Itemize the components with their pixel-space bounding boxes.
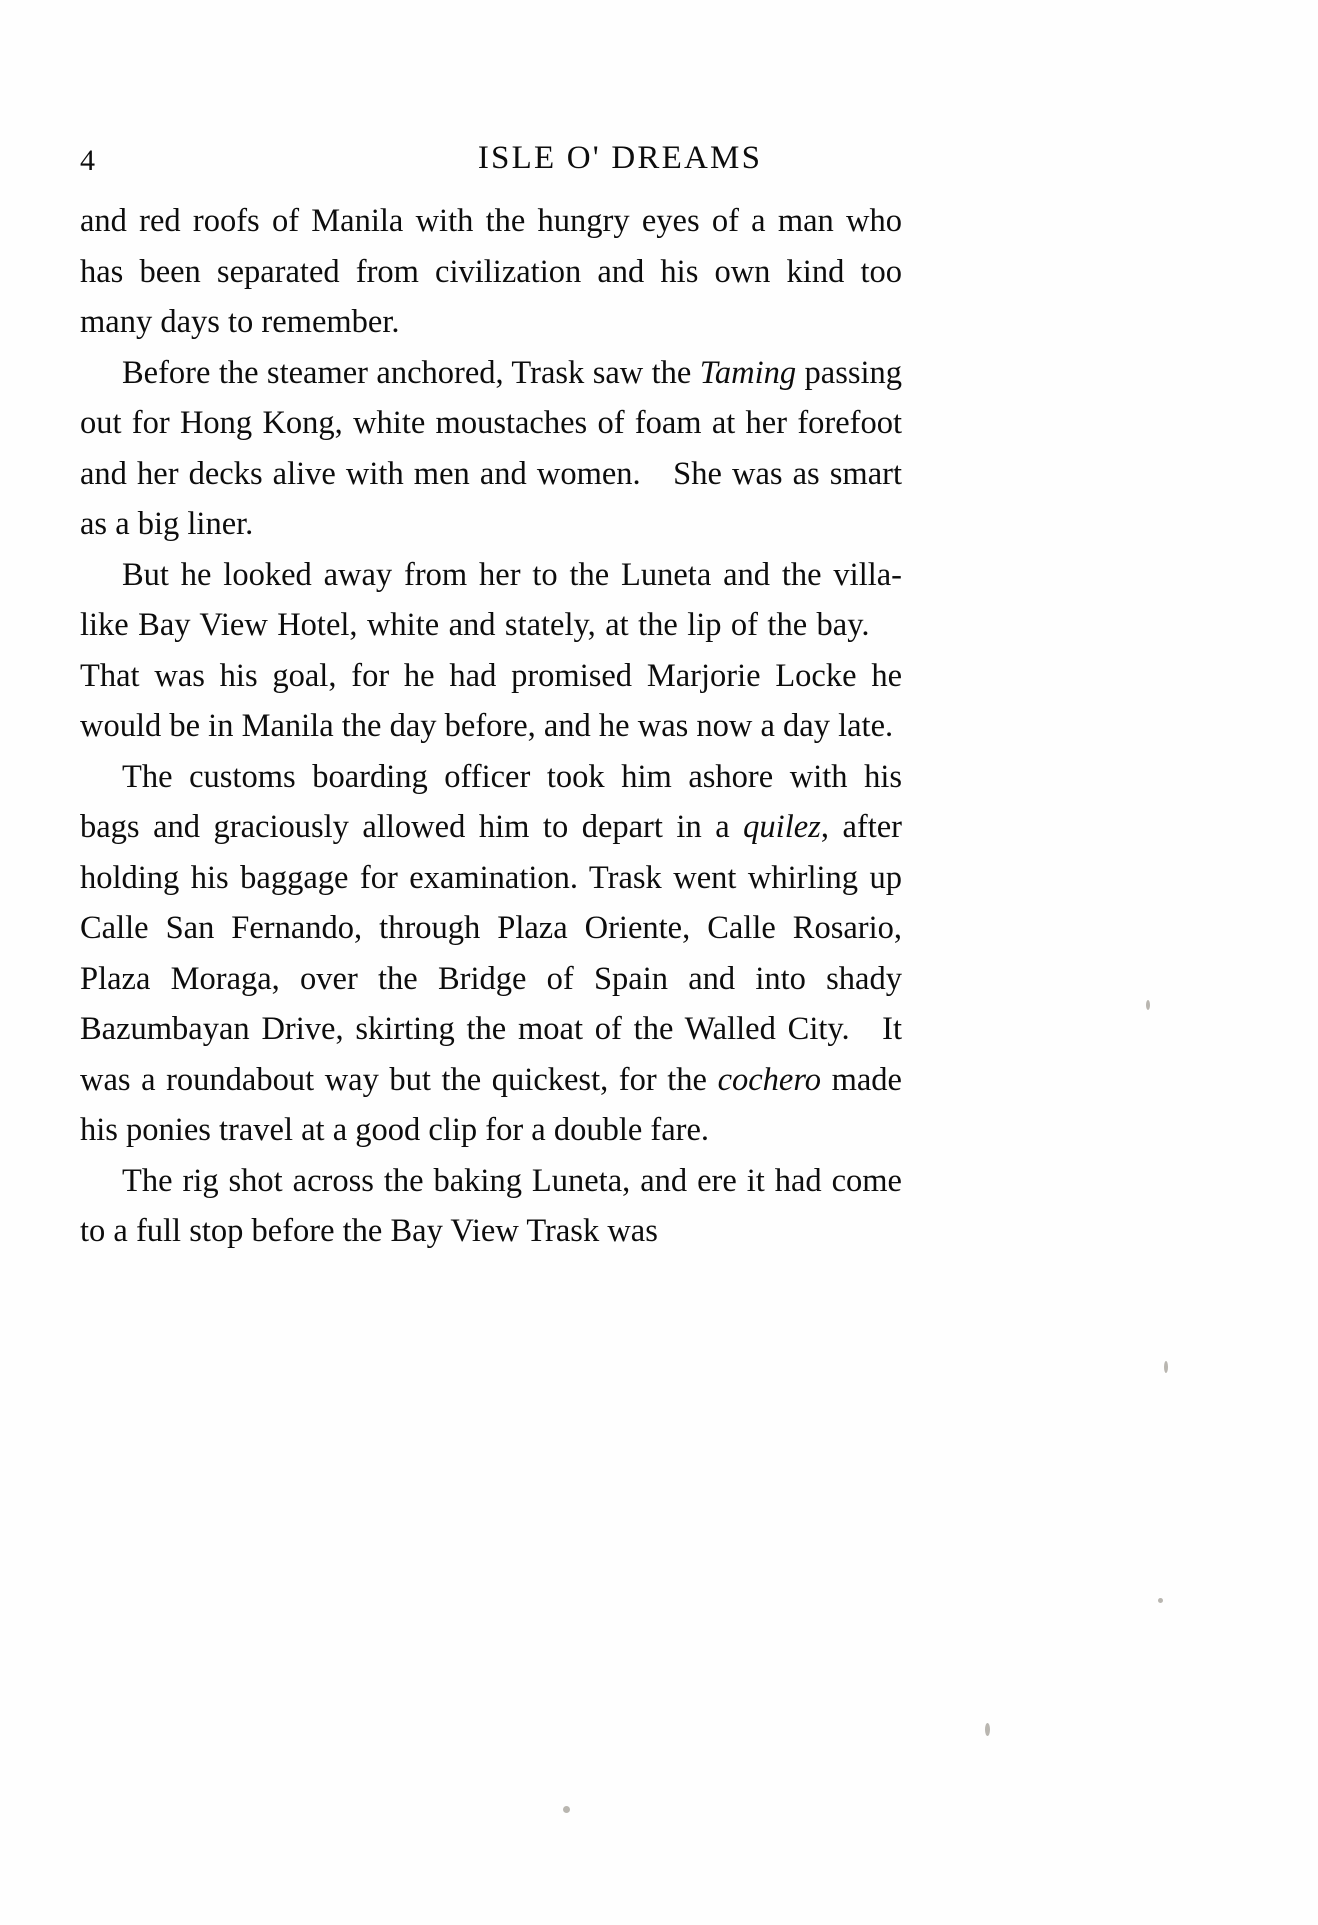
page-body xyxy=(80,196,902,1257)
text-run: The rig shot across the baking Luneta, and ere it had come to a full stop before the Bay View Trask was xyxy=(80,1162,902,1249)
paper-speck xyxy=(1146,1000,1150,1010)
body-paragraph xyxy=(80,348,902,550)
paper-speck xyxy=(1158,1598,1163,1603)
text-run: But he looked away from her to the Luneta and the villa-like Bay View Hotel, white and stately, at the lip of the bay. That was his goal, for he had promised Marjorie Locke he would be in Manila the day before, and he was now a day late. xyxy=(80,556,902,744)
text-run: made his ponies travel at a good clip for a double fare. xyxy=(80,1061,902,1148)
paper-speck xyxy=(563,1806,570,1813)
paper-speck xyxy=(1164,1361,1168,1373)
running-head: ISLE O' DREAMS xyxy=(477,140,763,176)
page-header xyxy=(80,140,1240,184)
italic-phrase: cochero xyxy=(717,1061,822,1098)
body-paragraph xyxy=(80,1156,902,1257)
body-paragraph xyxy=(80,550,902,752)
italic-phrase: quilez xyxy=(743,809,821,845)
page-number: 4 xyxy=(80,144,96,177)
italic-phrase: Taming xyxy=(699,354,797,391)
text-run: The customs boarding officer took him ashore with his bags and graciously allowed him to depart in a xyxy=(80,758,902,845)
text-run: Before the steamer anchored, Trask saw the xyxy=(122,354,700,391)
body-paragraph xyxy=(80,196,902,348)
body-paragraph xyxy=(80,752,902,1156)
text-run: and red roofs of Manila with the hungry eyes of a man who has been separated from civilization and his own kind too many days to remember. xyxy=(80,203,902,340)
text-run: passing out for Hong Kong, white moustaches of foam at her forefoot and her decks alive with men and women. She was as smart as a big liner. xyxy=(80,354,903,542)
text-run: , after holding his baggage for examination. Trask went whirling up Calle San Fernando, through Plaza Oriente, Calle Rosario, Plaza Moraga, over the Bridge of Spain and into shady Bazumbayan Drive, skirting the moat of the Walled City. It was a roundabout way but the quickest, for the xyxy=(80,809,902,1098)
paper-speck xyxy=(985,1723,990,1736)
